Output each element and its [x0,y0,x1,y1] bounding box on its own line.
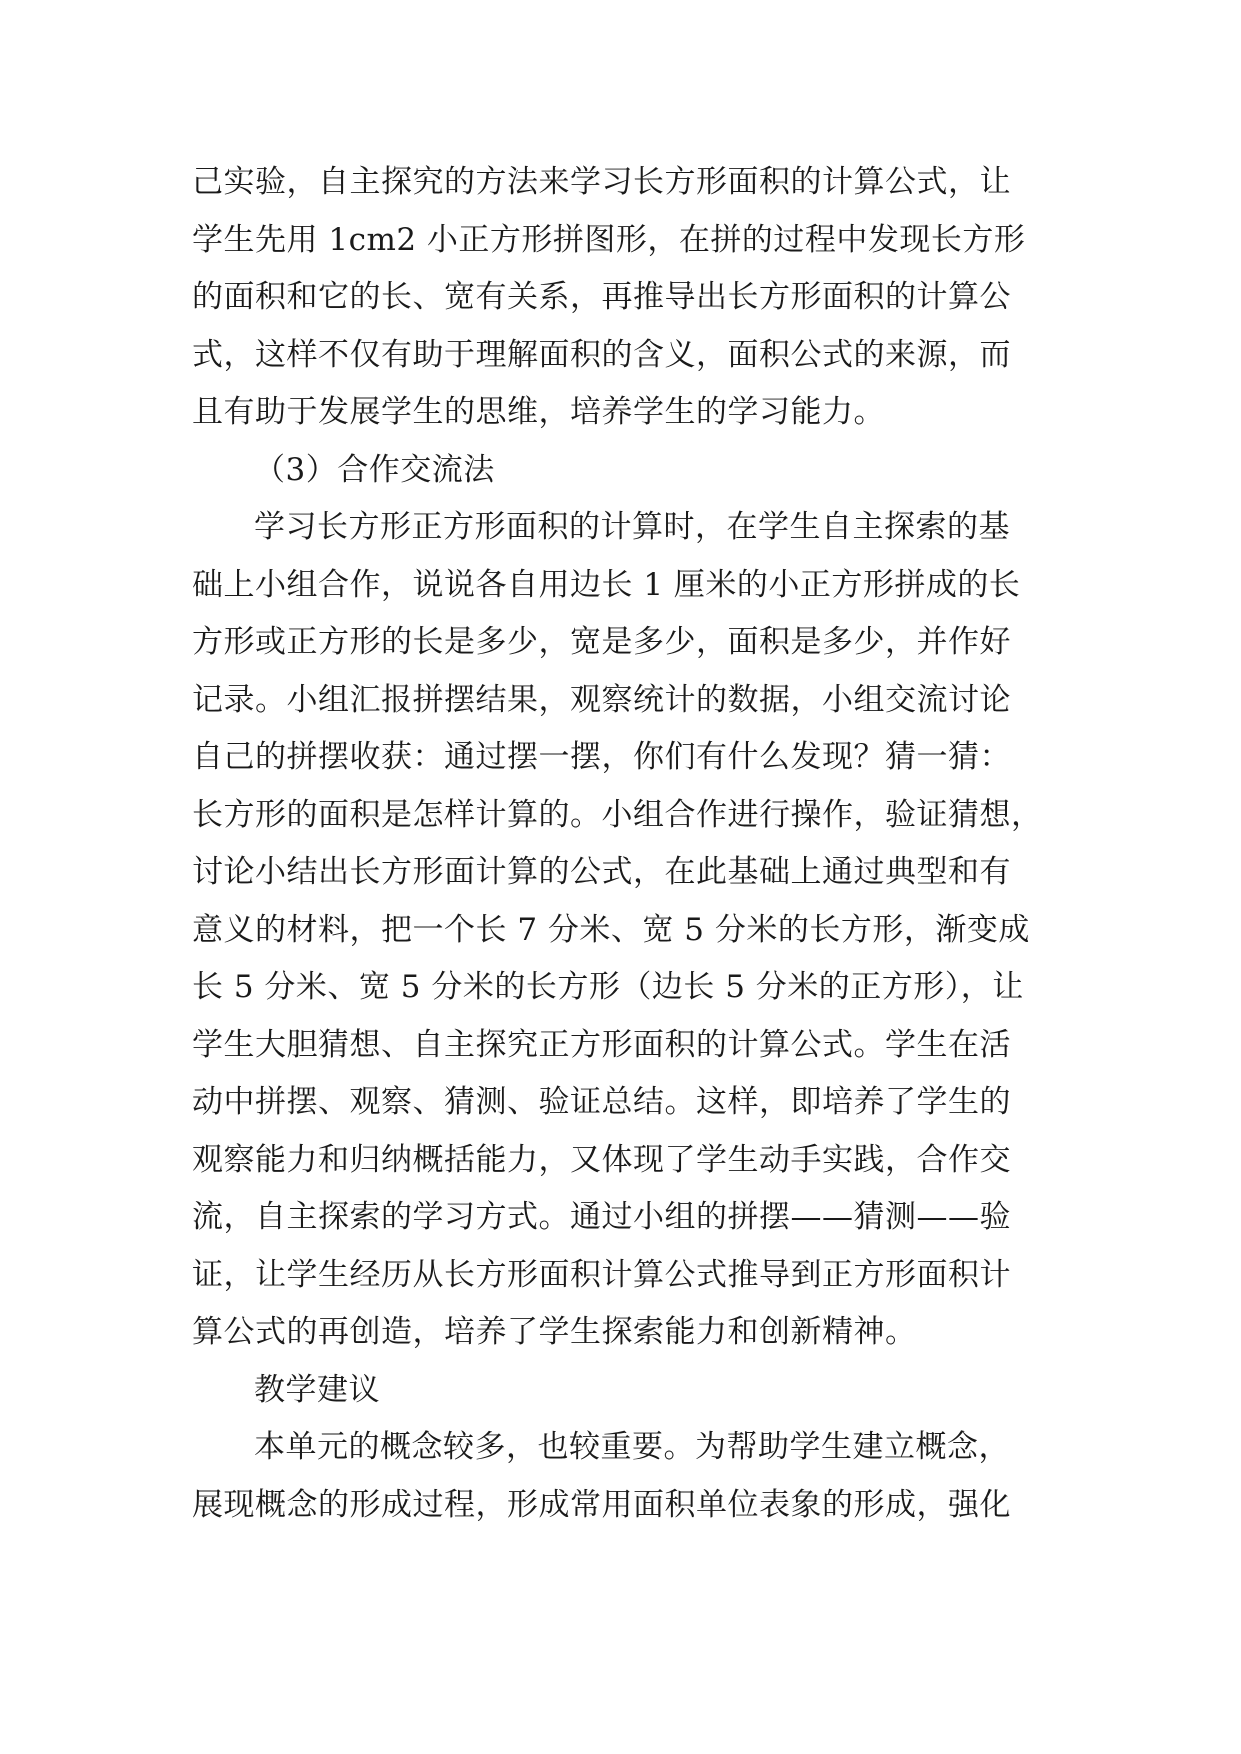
text-line: 证，让学生经历从长方形面积计算公式推导到正方形面积计 [192,1256,1011,1293]
text-line: 长 5 分米、宽 5 分米的长方形（边长 5 分米的正方形），让 [192,969,1024,1005]
text-line: 且有助于发展学生的思维，培养学生的学习能力。 [192,394,885,430]
text-line: 意义的材料，把一个长 7 分米、宽 5 分米的长方形，渐变成 [192,911,1030,948]
paragraph-first-line: 本单元的概念较多，也较重要。为帮助学生建立概念， [254,1429,1010,1465]
text-line: 学生大胆猜想、自主探究正方形面积的计算公式。学生在活 [192,1026,1011,1063]
text-line: 算公式的再创造，培养了学生探索能力和创新精神。 [192,1314,917,1350]
text-line: 记录。小组汇报拼摆结果，观察统计的数据，小组交流讨论 [192,681,1011,718]
text-line: 自己的拼摆收获：通过摆一摆，你们有什么发现？猜一猜： [192,739,1011,775]
text-line: 己实验，自主探究的方法来学习长方形面积的计算公式，让 [192,164,1011,200]
text-line: 讨论小结出长方形面计算的公式，在此基础上通过典型和有 [192,854,1011,890]
text-line: 展现概念的形成过程，形成常用面积单位表象的形成，强化 [192,1486,1011,1523]
text-line: 方形或正方形的长是多少，宽是多少，面积是多少，并作好 [192,624,1011,660]
text-line: 流，自主探索的学习方式。通过小组的拼摆——猜测——验 [192,1199,1011,1235]
paragraph-first-line: 学习长方形正方形面积的计算时，在学生自主探索的基 [254,509,1010,545]
text-line: 学生先用 1cm2 小正方形拼图形，在拼的过程中发现长方形 [192,221,1026,258]
text-line: 观察能力和归纳概括能力，又体现了学生动手实践，合作交 [192,1141,1011,1178]
section-heading: （3）合作交流法 [254,451,495,488]
section-heading: 教学建议 [254,1371,380,1408]
text-line: 础上小组合作，说说各自用边长 1 厘米的小正方形拼成的长 [192,566,1021,603]
text-line: 的面积和它的长、宽有关系，再推导出长方形面积的计算公 [192,279,1011,315]
body-text [192,154,1062,1534]
text-line: 动中拼摆、观察、猜测、验证总结。这样，即培养了学生的 [192,1084,1011,1120]
text-line: 长方形的面积是怎样计算的。小组合作进行操作，验证猜想， [192,796,1043,833]
text-line: 式，这样不仅有助于理解面积的含义，面积公式的来源，而 [192,336,1011,373]
